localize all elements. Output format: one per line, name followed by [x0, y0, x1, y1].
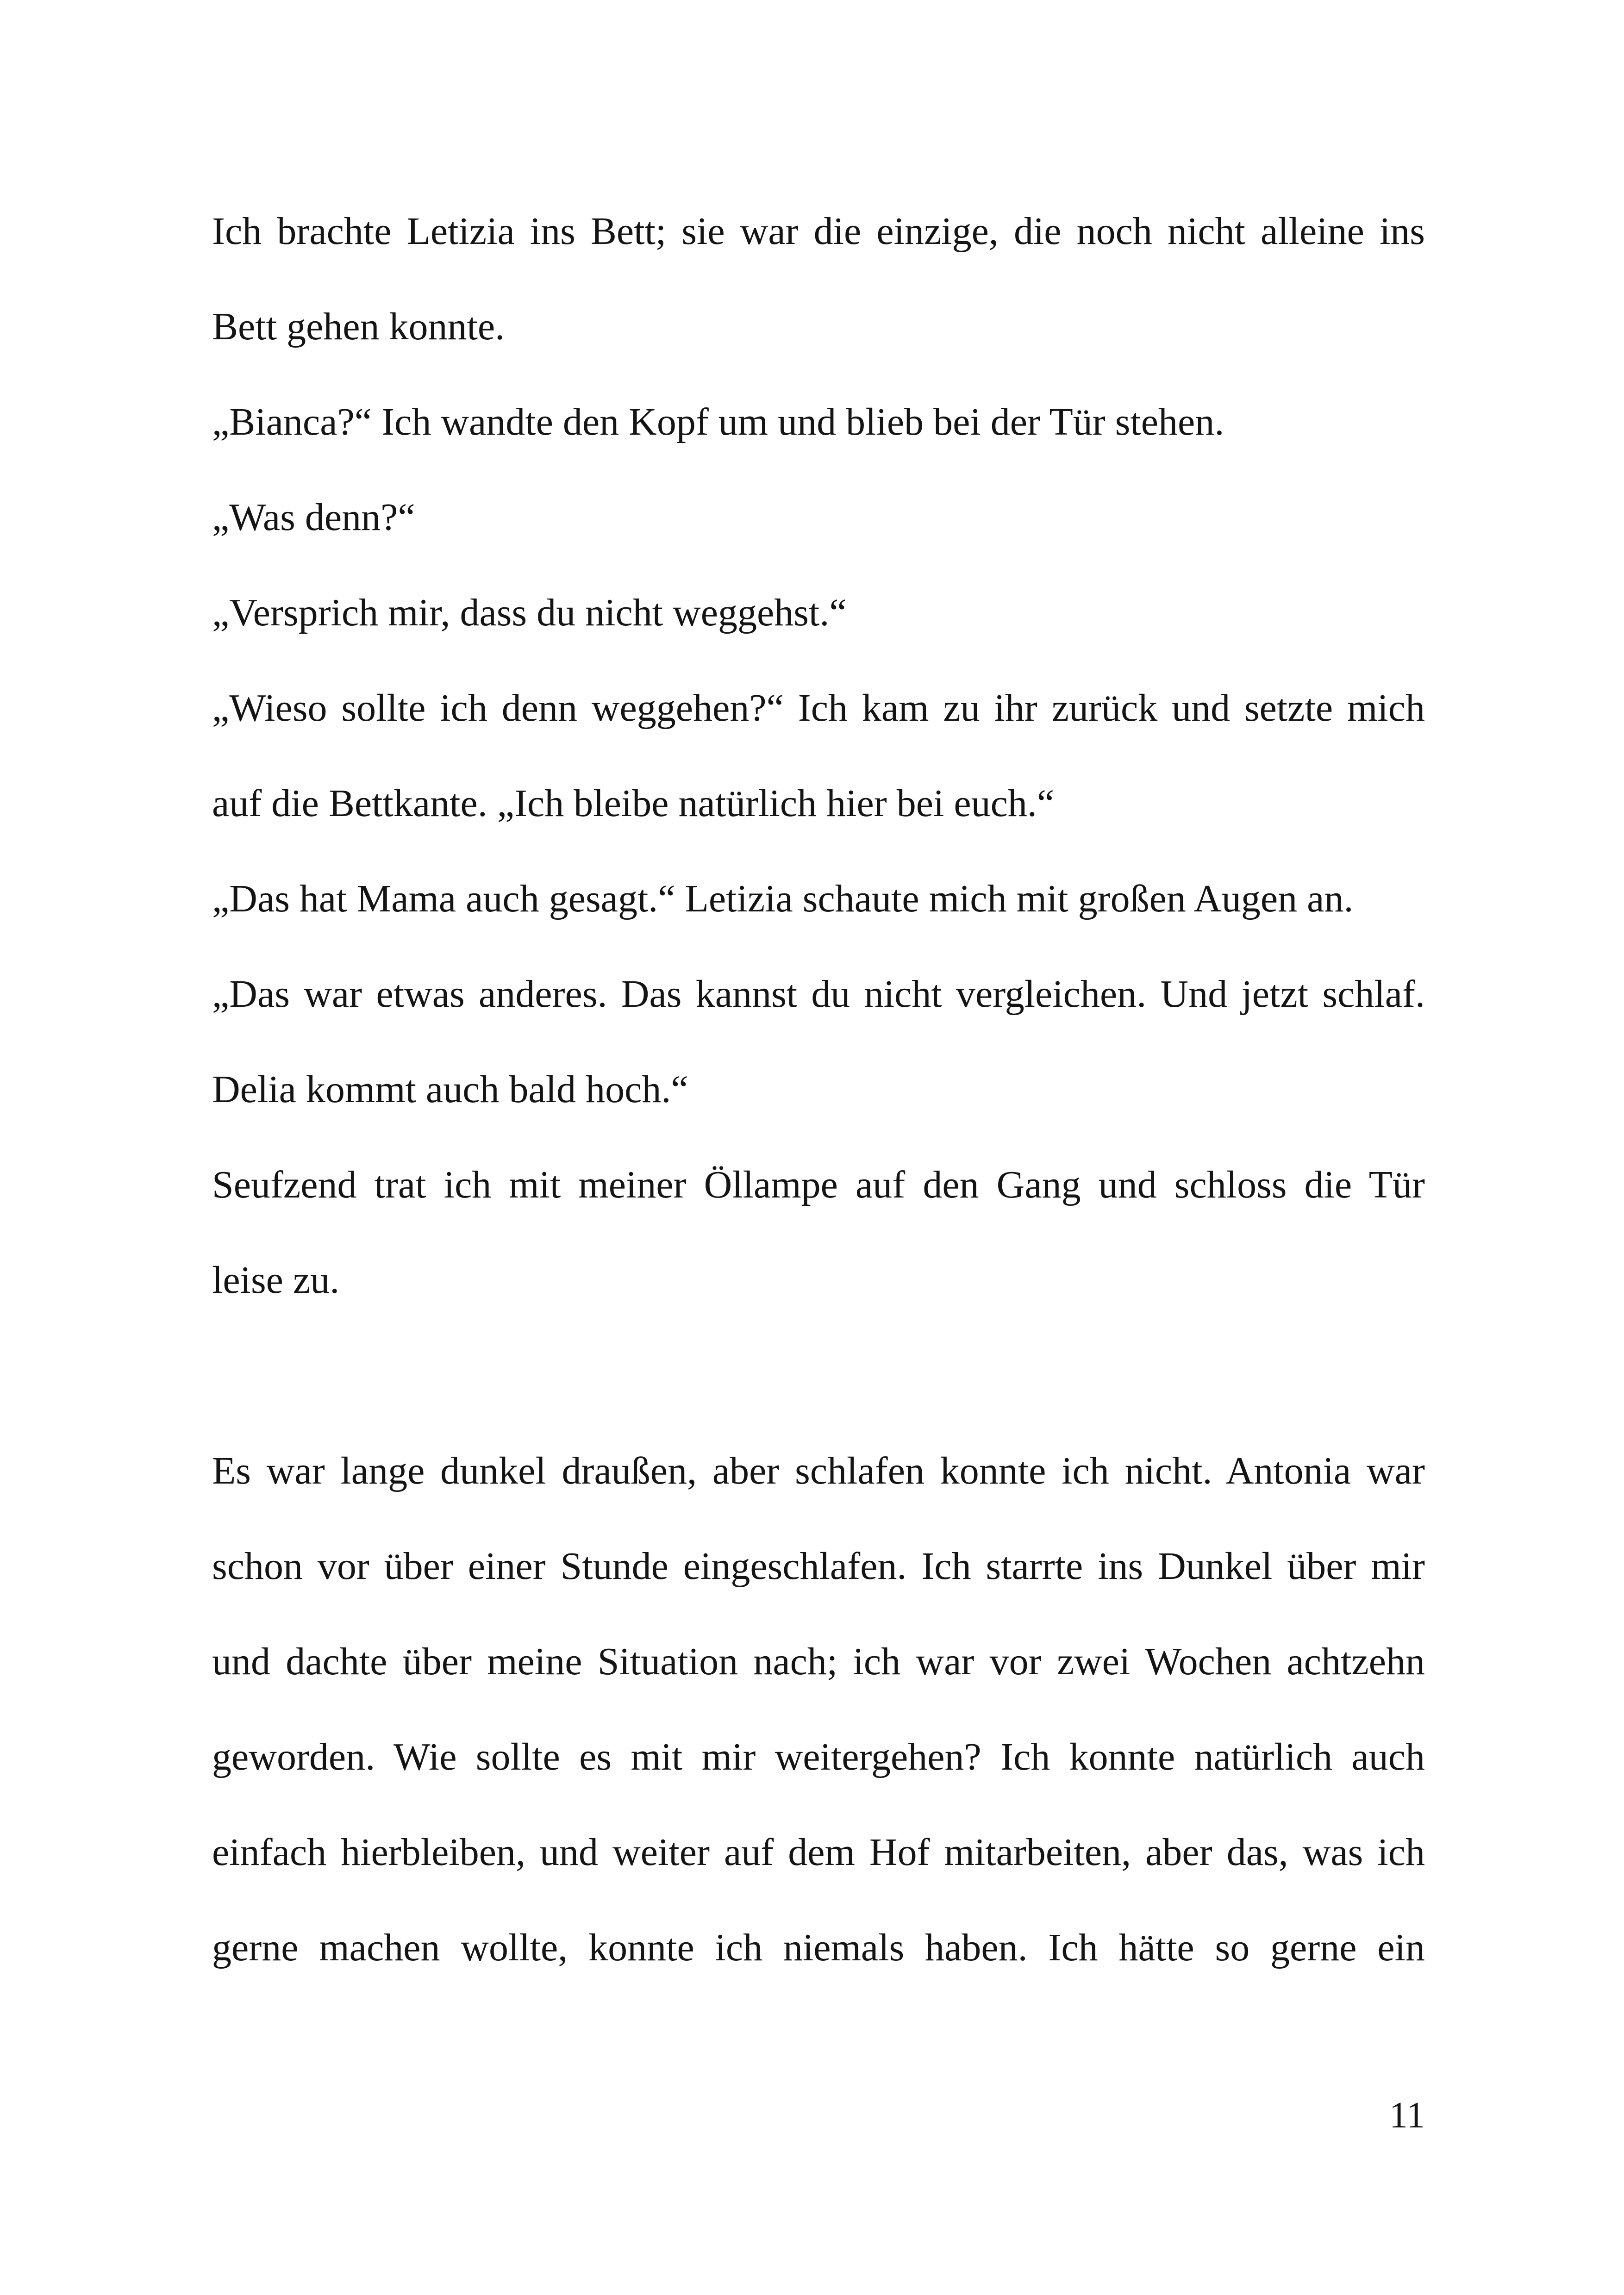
- text-line: Delia kommt auch bald hoch.“: [212, 1068, 688, 1111]
- text-line: „Das war etwas anderes. Das kannst du nicht vergleichen. Und jetzt schlaf.: [212, 973, 1425, 1016]
- text-line: „Das hat Mama auch gesagt.“ Letizia schaute mich mit großen Augen an.: [212, 877, 1354, 920]
- text-line: leise zu.: [212, 1259, 340, 1302]
- text-line: geworden. Wie sollte es mit mir weitergehen? Ich konnte natürlich auch: [212, 1735, 1425, 1778]
- text-line: Ich brachte Letizia ins Bett; sie war die einzige, die noch nicht alleine ins: [212, 210, 1425, 253]
- page-number: 11: [1389, 2095, 1425, 2136]
- text-line: Es war lange dunkel draußen, aber schlafen konnte ich nicht. Antonia war: [212, 1449, 1425, 1492]
- text-line: „Wieso sollte ich denn weggehen?“ Ich kam zu ihr zurück und setzte mich: [212, 686, 1425, 730]
- text-line: und dachte über meine Situation nach; ich war vor zwei Wochen achtzehn: [212, 1640, 1425, 1683]
- text-line: „Versprich mir, dass du nicht weggehst.“: [212, 591, 847, 634]
- text-line: „Bianca?“ Ich wandte den Kopf um und blieb bei der Tür stehen.: [212, 400, 1224, 443]
- text-line: schon vor über einer Stunde eingeschlafen. Ich starrte ins Dunkel über mir: [212, 1545, 1425, 1588]
- text-line: einfach hierbleiben, und weiter auf dem Hof mitarbeiten, aber das, was ich: [212, 1831, 1425, 1874]
- text-line: „Was denn?“: [212, 496, 415, 539]
- text-line: gerne machen wollte, konnte ich niemals haben. Ich hätte so gerne ein: [212, 1926, 1425, 1969]
- text-line: Bett gehen konnte.: [212, 305, 505, 348]
- text-line: Seufzend trat ich mit meiner Öllampe auf den Gang und schloss die Tür: [212, 1163, 1425, 1206]
- text-line: auf die Bettkante. „Ich bleibe natürlich hier bei euch.“: [212, 782, 1055, 825]
